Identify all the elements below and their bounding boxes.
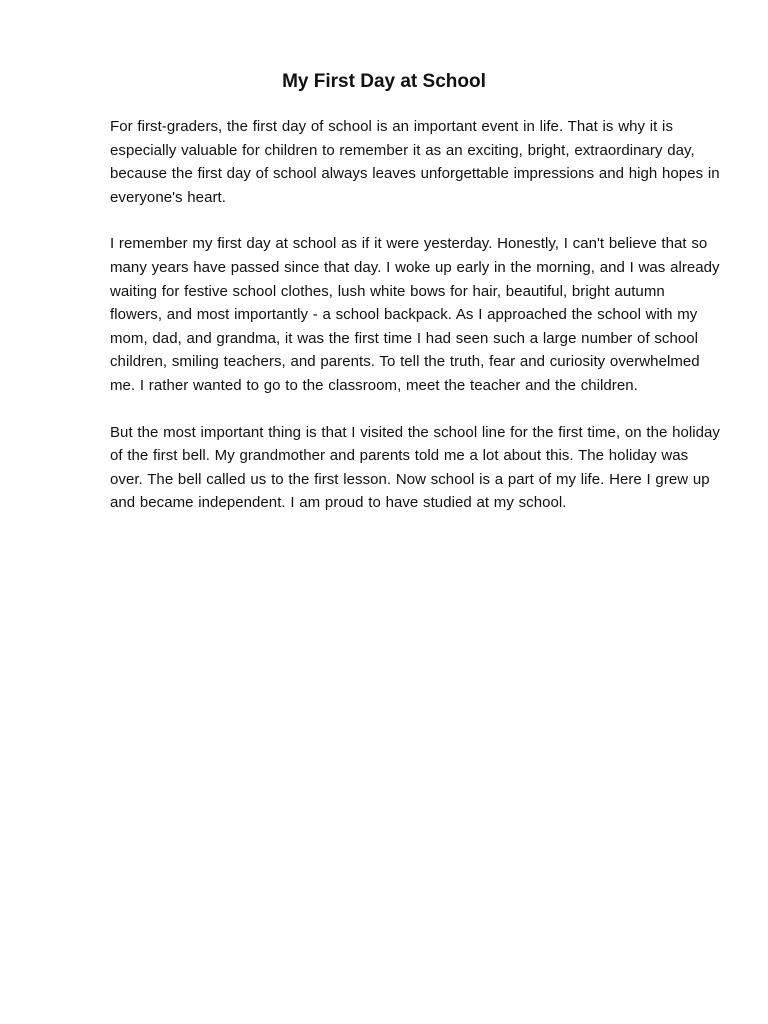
- paragraph-intro: For first-graders, the first day of school is an important event in life. That is why it is especially valuable for children to remember it as an exciting, bright, extraordinary day, because the first day of school always leaves unforgettable impressions and high hopes in everyone's heart.: [110, 118, 720, 206]
- paragraph-memory: I remember my first day at school as if it were yesterday. Honestly, I can't believe that so many years have passed since that day. I woke up early in the morning, and I was already waiting for festive school clothes, lush white bows for hair, beautiful, bright autumn flowers, and most importantly - a school backpack. As I approached the school with my mom, dad, and grandma, it was the first time I had seen such a large number of school children, smiling teachers, and parents. To tell the truth, fear and curiosity overwhelmed me. I rather wanted to go to the classroom, meet the teacher and the children.: [110, 235, 720, 394]
- document-title: My First Day at School: [282, 71, 486, 92]
- paragraph-conclusion: But the most important thing is that I visited the school line for the first time, on the holiday of the first bell. My grandmother and parents told me a lot about this. The holiday was over. The bell called us to the first lesson. Now school is a part of my life. Here I grew up and became independent. I am proud to have studied at my school.: [110, 423, 720, 512]
- document-body: [110, 115, 720, 538]
